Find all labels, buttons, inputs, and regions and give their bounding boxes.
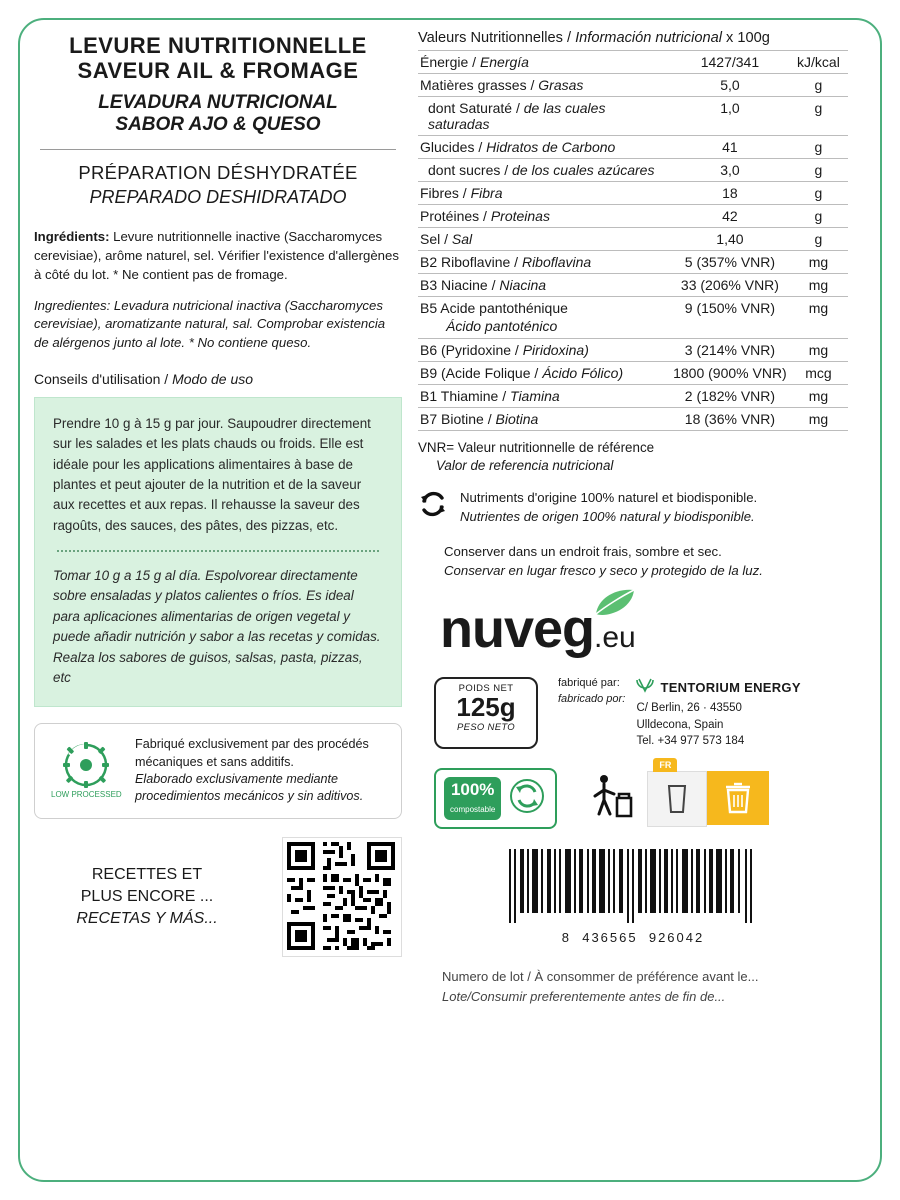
table-row: [418, 362, 848, 385]
table-row: [418, 297, 848, 339]
compost-loop-icon: [507, 776, 547, 821]
nutrient-name: dont sucres / de los cuales azúcares: [418, 159, 671, 182]
nutrient-value: 33 (206% VNR): [671, 274, 789, 297]
usage-box: [34, 397, 402, 708]
ingredients-fr: [34, 228, 402, 284]
natural-origin-es: Nutrientes de origen 100% natural y biodisponible.: [460, 508, 755, 524]
usage-divider: [57, 550, 379, 552]
right-column: [418, 30, 848, 1006]
nutrition-table: [418, 50, 848, 431]
nutrient-unit: g: [789, 182, 848, 205]
leaf-icon: [592, 588, 636, 623]
recipes-line2: PLUS ENCORE ...: [80, 888, 214, 906]
net-weight-label-es: PESO NETO: [457, 721, 515, 733]
natural-origin-note: [418, 489, 848, 526]
nutrient-value: 1427/341: [671, 51, 789, 74]
usage-heading-fr: Conseils d'utilisation /: [34, 370, 169, 387]
nutrient-value: 1800 (900% VNR): [671, 362, 789, 385]
product-title-fr-line1: LEVURE NUTRITIONNELLE: [69, 33, 367, 58]
storage-note: [444, 542, 848, 580]
ingredients-label-fr: Ingrédients:: [34, 229, 110, 245]
net-weight-value: 125g: [456, 692, 516, 723]
manufacturer-name: TENTORIUM ENERGY: [660, 679, 801, 695]
nutrient-name: B9 (Acide Folique / Ácido Fólico): [418, 362, 671, 385]
usage-text-fr: Prendre 10 g à 15 g par jour. Saupoudrer directement sur les salades et les plats chauds ou froids. Elle est idéale pour les applications alimentaires à base de plantes et peut ajouter de la nutrition et de la saveur aux recettes et aux repas. Il rehausse la saveur des ragoûts, des sauces, des pâtes, des pizzas, etc.: [53, 415, 371, 533]
table-row: [418, 159, 848, 182]
usage-text-es: Tomar 10 g a 15 g al día. Espolvorear directamente sobre ensaladas y platos calientes o fríos. Es ideal para aplicaciones alimentarias de origen vegetal y puede añadir nutrición y sabor a las recetas y comidas. Realza los sabores de guisos, salsas, pasta, pizzas, etc: [53, 568, 381, 685]
storage-fr: Conserver dans un endroit frais, sombre et sec.: [444, 544, 722, 560]
nutrient-value: 41: [671, 136, 789, 159]
nutrient-value: 5 (357% VNR): [671, 251, 789, 274]
lot-note-es: Lote/Consumir preferentemente antes de fin de...: [442, 988, 726, 1004]
ingredients-block: [34, 228, 402, 352]
manufacturer-lead-es: fabricado por:: [558, 693, 626, 706]
nutrient-unit: mg: [789, 339, 848, 362]
nutrient-unit: g: [789, 205, 848, 228]
net-weight-label-fr: POIDS NET: [458, 683, 514, 695]
product-title-fr-line2: SAVEUR AIL & FROMAGE: [77, 57, 359, 83]
ingredients-es: [34, 297, 402, 353]
nutrient-unit: g: [789, 228, 848, 251]
manufacturer-phone: Tel. +34 977 573 184: [636, 735, 745, 748]
svg-text:LOW PROCESSED: LOW PROCESSED: [51, 789, 122, 799]
qr-code-icon[interactable]: [282, 837, 402, 957]
recipes-line3: RECETAS Y MÁS...: [76, 909, 218, 927]
recipes-block: [34, 837, 402, 957]
manufacturer-address-1: C/ Berlin, 26 · 43550: [636, 702, 742, 715]
net-weight-box: [434, 677, 538, 749]
usage-heading-es: Modo de uso: [172, 370, 254, 387]
nutrient-name: B6 (Pyridoxine / Piridoxina): [418, 339, 671, 362]
nutrient-value: 5,0: [671, 74, 789, 97]
natural-origin-fr: Nutriments d'origine 100% naturel et biodisponible.: [460, 490, 758, 506]
recipes-text: [34, 864, 260, 929]
ingredients-label-es: Ingredientes:: [34, 297, 111, 313]
vnr-note: [418, 439, 848, 475]
triman-recycle-icons: [591, 759, 769, 827]
compostable-badge: [434, 768, 557, 829]
barcode-icon: [499, 849, 767, 923]
nutrient-unit: mg: [789, 251, 848, 274]
nutrient-value: 3,0: [671, 159, 789, 182]
tentorium-logo-icon: [636, 676, 654, 700]
compostable-label: [444, 777, 501, 821]
natural-origin-text: [460, 489, 757, 526]
product-title-es-line2: SABOR AJO & QUESO: [115, 113, 321, 135]
barcode-block: [418, 849, 848, 945]
recipes-line1: RECETTES ET: [91, 866, 203, 884]
nutrient-unit: g: [789, 97, 848, 136]
low-processed-icon: [49, 738, 123, 805]
low-processed-text-fr: Fabriqué exclusivement par des procédés mécaniques et sans additifs.: [135, 737, 369, 769]
nutrient-value: 18: [671, 182, 789, 205]
product-subtitle-fr: PRÉPARATION DÉSHYDRATÉE: [78, 162, 358, 184]
table-row: [418, 385, 848, 408]
brand-tld: .eu: [594, 621, 636, 655]
nutrient-unit: g: [789, 159, 848, 182]
recycle-arrows-icon: [418, 489, 448, 524]
table-row: [418, 74, 848, 97]
manufacturer-lead-fr: fabriqué par:: [558, 677, 620, 690]
nutrient-unit: g: [789, 136, 848, 159]
lot-note-fr: Numero de lot / À consommer de préférence avant le...: [442, 969, 759, 985]
barcode-prefix: 8: [561, 930, 571, 946]
table-row: [418, 97, 848, 136]
vnr-note-es: Valor de referencia nutricional: [436, 458, 614, 474]
nutrient-name: B5 Acide pantothénique Ácido pantoténico: [418, 297, 671, 339]
lot-note: [442, 967, 848, 1006]
nutrition-heading-qty: x 100g: [726, 30, 770, 46]
nutrient-value: 2 (182% VNR): [671, 385, 789, 408]
low-processed-text: [135, 736, 387, 806]
low-processed-box: [34, 723, 402, 819]
table-row: [418, 339, 848, 362]
net-weight-row: [434, 676, 848, 750]
table-row: [418, 205, 848, 228]
nutrient-value: 9 (150% VNR): [671, 297, 789, 339]
eco-icons-row: [434, 759, 848, 829]
fr-sorting-icon: [647, 759, 769, 827]
manufacturer-details: [636, 676, 800, 750]
table-row: [418, 408, 848, 431]
nutrient-name: dont Saturaté / de las cuales saturadas: [418, 97, 671, 136]
ingredients-text-es: Levadura nutricional inactiva (Saccharomyces cerevisiae), aromatizante natural, sal. Comprobar existencia de alérgenos junto al lote. * No contiene queso.: [34, 297, 386, 351]
nutrient-unit: g: [789, 74, 848, 97]
nutrient-name: B3 Niacine / Niacina: [418, 274, 671, 297]
nutrient-name: B1 Thiamine / Tiamina: [418, 385, 671, 408]
table-row: [418, 182, 848, 205]
storage-es: Conservar en lugar fresco y seco y protegido de la luz.: [444, 563, 763, 579]
nutrient-name: Fibres / Fibra: [418, 182, 671, 205]
product-title-es-line1: LEVADURA NUTRICIONAL: [98, 91, 338, 113]
nutrient-name: Matières grasses / Grasas: [418, 74, 671, 97]
left-column: [34, 30, 402, 957]
table-row: [418, 228, 848, 251]
nutrient-value: 42: [671, 205, 789, 228]
barcode-group1: 436565: [582, 930, 638, 946]
barcode-group2: 926042: [648, 930, 705, 946]
table-row: [418, 51, 848, 74]
nutrient-unit: mg: [789, 274, 848, 297]
compostable-pct: 100%: [450, 779, 495, 799]
nutrition-heading-fr: Valeurs Nutritionnelles /: [418, 30, 572, 46]
title-block: [34, 34, 402, 135]
table-row: [418, 251, 848, 274]
nutrient-name: Glucides / Hidratos de Carbono: [418, 136, 671, 159]
ingredients-text-fr: Levure nutritionnelle inactive (Saccharomyces cerevisiae), arôme naturel, sel. Vérifier l'existence d'allergènes à côté du lot. * Ne contient pas de fromage.: [34, 229, 399, 282]
manufacturer-lead: [558, 676, 625, 708]
nutrition-heading-es: Información nutricional: [575, 30, 722, 46]
table-row: [418, 136, 848, 159]
nutrient-value: 1,40: [671, 228, 789, 251]
vnr-note-fr: VNR= Valeur nutritionnelle de référence: [418, 440, 655, 455]
nutrient-value: 3 (214% VNR): [671, 339, 789, 362]
nutrient-name: Sel / Sal: [418, 228, 671, 251]
nutrient-name: Protéines / Proteinas: [418, 205, 671, 228]
triman-icon: [591, 772, 637, 825]
fr-tag: FR: [653, 758, 677, 772]
product-title-es: [34, 92, 402, 136]
divider: [40, 149, 396, 150]
nutrient-name: B2 Riboflavine / Riboflavina: [418, 251, 671, 274]
manufacturer-block: [558, 676, 801, 750]
nutrient-unit: mg: [789, 385, 848, 408]
nutrient-name: Énergie / Energía: [418, 51, 671, 74]
product-title-fr: [34, 34, 402, 84]
bin-right-yellow: [707, 771, 769, 825]
nutrient-unit: mg: [789, 297, 848, 339]
nutrient-unit: mcg: [789, 362, 848, 385]
low-processed-text-es: Elaborado exclusivamente mediante procedimientos mecánicos y sin aditivos.: [135, 772, 364, 804]
nutrient-value: 18 (36% VNR): [671, 408, 789, 431]
table-row: [418, 274, 848, 297]
nutrient-value: 1,0: [671, 97, 789, 136]
nutrient-name: B7 Biotine / Biotina: [418, 408, 671, 431]
nutrient-unit: mg: [789, 408, 848, 431]
manufacturer-address-2: Ulldecona, Spain: [636, 718, 724, 731]
product-subtitle-es: PREPARADO DESHIDRATADO: [89, 187, 347, 208]
usage-heading: [34, 371, 402, 387]
barcode-digits: [418, 930, 848, 945]
nutrient-unit: kJ/kcal: [789, 51, 848, 74]
brand-name: nuveg: [440, 599, 595, 660]
bin-left-pack: [647, 771, 707, 827]
nutrition-heading: [418, 30, 848, 46]
brand-logo: [440, 599, 848, 660]
compostable-word: compostable: [450, 804, 496, 814]
